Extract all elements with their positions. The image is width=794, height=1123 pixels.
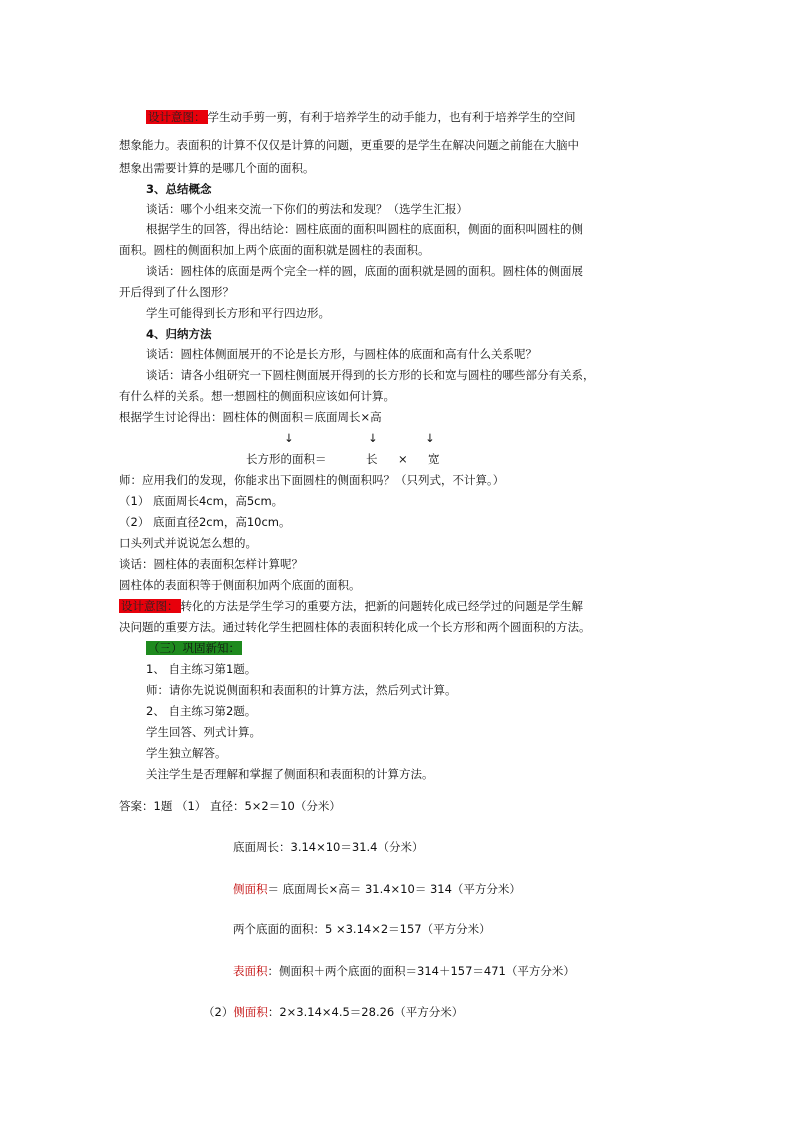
paragraph-line: 学生独立解答。 — [146, 746, 227, 760]
paragraph-line: 有什么样的关系。想一想圆柱的侧面积应该如何计算。 — [119, 389, 395, 403]
paragraph-line: 口头列式并说说怎么想的。 — [119, 536, 257, 550]
answer-surface — [233, 964, 575, 978]
question-1: （1） 底面周长4cm，高5cm。 — [119, 494, 284, 508]
formula-width: 宽 — [428, 452, 440, 466]
paragraph-line: 谈话：请各小组研究一下圆柱侧面展开得到的长方形的长和宽与圆柱的哪些部分有关系， — [146, 368, 595, 382]
down-arrow-icon: ↓ — [284, 431, 294, 445]
paragraph-line: 想象出需要计算的是哪几个面的面积。 — [119, 161, 315, 175]
paragraph-line: 学生回答、列式计算。 — [146, 725, 261, 739]
answer-head: 答案：1题 （1） 直径：5×2＝10（分米） — [119, 799, 341, 813]
paragraph-line: 决问题的重要方法。通过转化学生把圆柱体的表面积转化成一个长方形和两个圆面积的方法。 — [119, 620, 591, 634]
design-intent-line-1 — [119, 599, 583, 613]
design-intent-tag: 设计意图： — [148, 110, 206, 124]
paragraph-line: 面积。圆柱的侧面积加上两个底面的面积就是圆柱的表面积。 — [119, 243, 430, 257]
paragraph-line: 谈话：哪个小组来交流一下你们的剪法和发现？（选学生汇报） — [146, 202, 468, 216]
section-heading: 4、归纳方法 — [146, 327, 212, 341]
down-arrow-icon: ↓ — [368, 431, 378, 445]
paragraph-line: 2、 自主练习第2题。 — [146, 704, 257, 718]
paragraph-line: 圆柱体的表面积等于侧面积加两个底面的面积。 — [119, 578, 361, 592]
design-intent-line-1 — [146, 110, 576, 124]
q2-label: 侧面积 — [233, 1005, 268, 1019]
formula-times: × — [398, 452, 408, 466]
formula-length: 长 — [366, 452, 378, 466]
design-intent-text: 转化的方法是学生学习的重要方法，把新的问题转化成已经学过的问题是学生解 — [180, 599, 583, 613]
paragraph-line: 根据学生的回答，得出结论：圆柱底面的面积叫圆柱的底面积，侧面的面积叫圆柱的侧 — [146, 222, 583, 236]
paragraph-line: 想象能力。表面积的计算不仅仅是计算的问题，更重要的是学生在解决问题之前能在大脑中 — [119, 138, 579, 152]
design-intent-text: 学生动手剪一剪，有利于培养学生的动手能力，也有利于培养学生的空间 — [207, 110, 576, 124]
lateral-label: 侧面积 — [233, 882, 268, 896]
section-heading: 3、总结概念 — [146, 182, 212, 196]
q2-calc: ：2×3.14×4.5＝28.26（平方分米） — [267, 1005, 464, 1019]
paragraph-line: 1、 自主练习第1题。 — [146, 662, 257, 676]
paragraph-line: 关注学生是否理解和掌握了侧面积和表面积的计算方法。 — [146, 767, 434, 781]
question-2: （2） 底面直径2cm，高10cm。 — [119, 515, 291, 529]
lateral-calc: ＝ 底面周长×高＝ 31.4×10＝ 314（平方分米） — [267, 882, 521, 896]
consolidate-heading: （三）巩固新知： — [148, 641, 240, 655]
q2-prefix: （2） — [203, 1005, 234, 1019]
surface-label: 表面积 — [233, 964, 268, 978]
paragraph-line: 开后得到了什么图形？ — [119, 285, 234, 299]
down-arrow-icon: ↓ — [425, 431, 435, 445]
surface-calc: ：侧面积＋两个底面的面积＝314＋157＝471（平方分米） — [267, 964, 575, 978]
paragraph-line: 谈话：圆柱体侧面展开的不论是长方形，与圆柱体的底面和高有什么关系呢？ — [146, 347, 537, 361]
answer-q2 — [203, 1005, 463, 1019]
answer-lateral — [233, 882, 521, 896]
paragraph-line: 谈话：圆柱体的底面是两个完全一样的圆，底面的面积就是圆的面积。圆柱体的侧面展 — [146, 264, 583, 278]
paragraph-line: 根据学生讨论得出：圆柱体的侧面积＝底面周长×高 — [119, 410, 382, 424]
paragraph-line: 师：请你先说说侧面积和表面积的计算方法，然后列式计算。 — [146, 683, 457, 697]
formula-label: 长方形的面积＝ — [246, 452, 327, 466]
paragraph-line: 师：应用我们的发现，你能求出下面圆柱的侧面积吗？（只列式，不计算。） — [119, 473, 505, 487]
section-heading — [146, 641, 242, 655]
paragraph-line: 谈话：圆柱体的表面积怎样计算呢？ — [119, 557, 303, 571]
answer-two-bases: 两个底面的面积：5 ×3.14×2＝157（平方分米） — [233, 922, 491, 936]
paragraph-line: 学生可能得到长方形和平行四边形。 — [146, 306, 330, 320]
design-intent-tag: 设计意图： — [121, 599, 179, 613]
answer-circumference: 底面周长：3.14×10＝31.4（分米） — [233, 840, 424, 854]
